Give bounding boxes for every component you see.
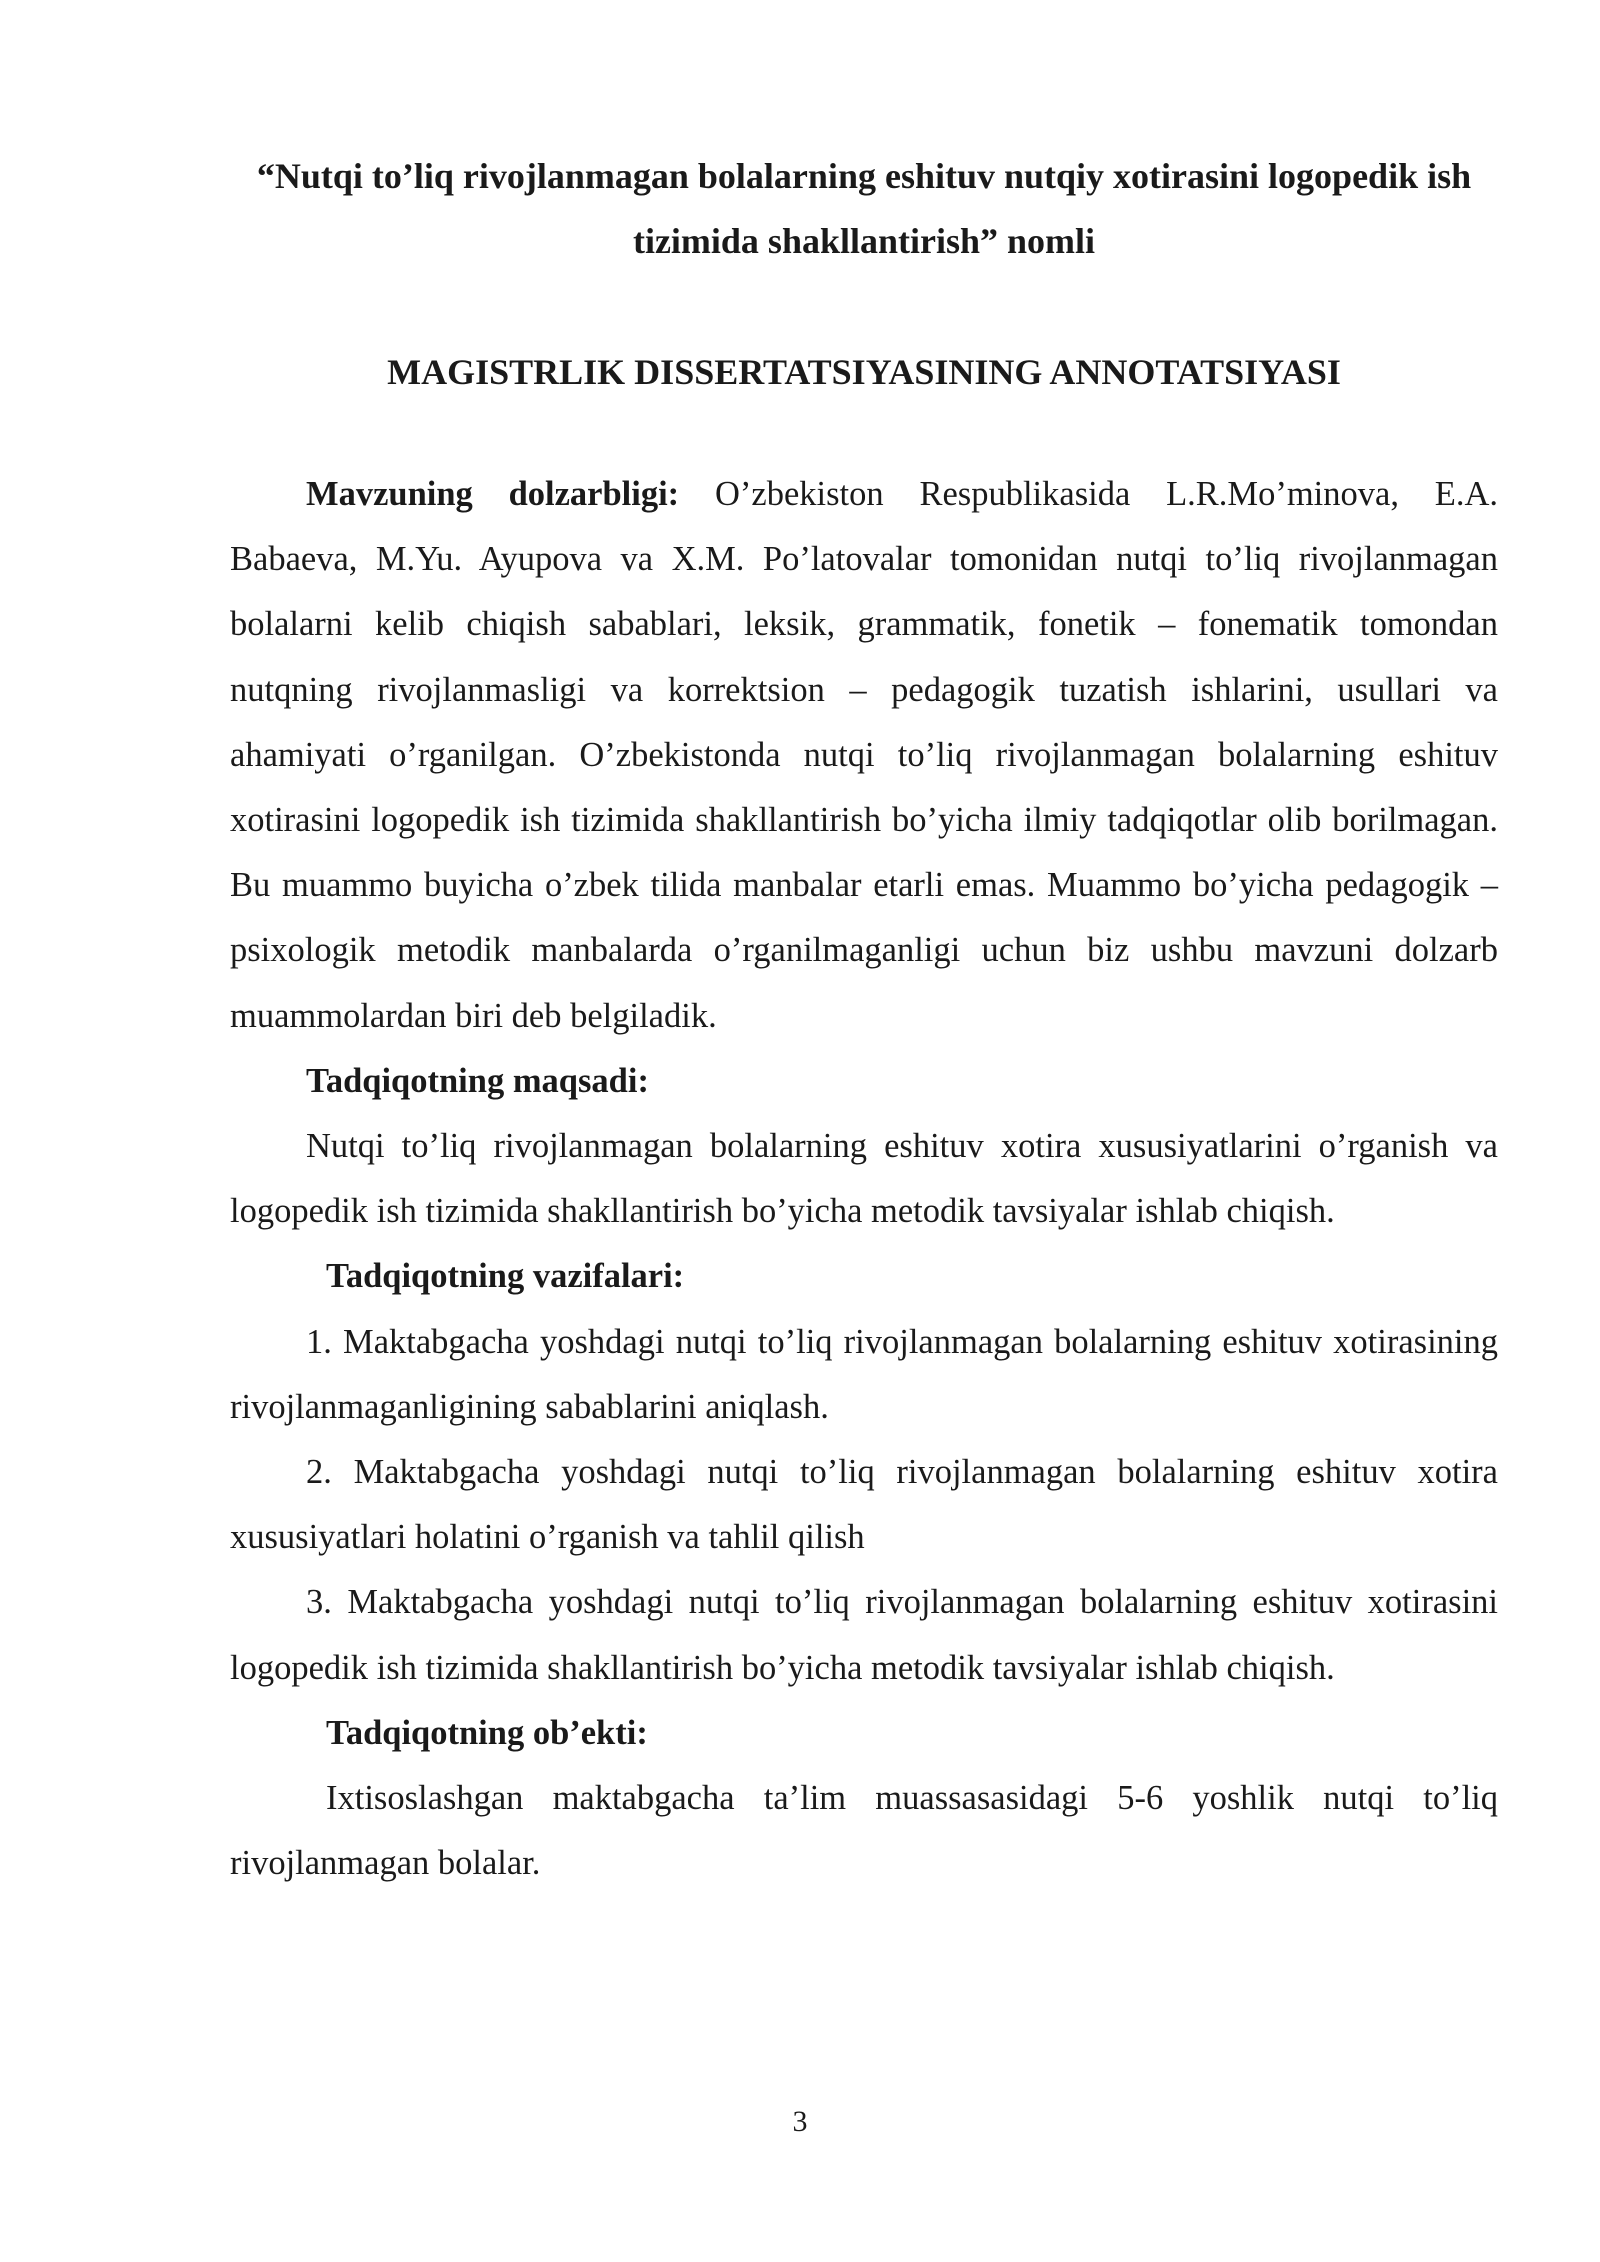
task-item-2: 2. Maktabgacha yoshdagi nutqi to’liq rivojlanmagan bolalarning eshituv xotira xususiyatlari holatini o’rganish va tahlil qilish bbox=[230, 1453, 1498, 1557]
relevance-heading: Mavzuning dolzarbligi: bbox=[306, 475, 680, 513]
relevance-paragraph bbox=[230, 462, 1498, 1049]
page-number: 3 bbox=[792, 2105, 808, 2138]
task-item-3: 3. Maktabgacha yoshdagi nutqi to’liq rivojlanmagan bolalarning eshituv xotirasini logopedik ish tizimida shakllantirish bo’yicha metodik tavsiyalar ishlab chiqish. bbox=[230, 1583, 1498, 1687]
goal-heading: Tadqiqotning maqsadi: bbox=[306, 1061, 649, 1100]
document-subtitle: MAGISTRLIK DISSERTATSIYASINING ANNOTATSIYASI bbox=[387, 352, 1341, 392]
document-title: “Nutqi to’liq rivojlanmagan bolalarning eshituv nutqiy xotirasini logopedik ish tizimida shakllantirish” nomli bbox=[256, 156, 1472, 261]
tasks-heading: Tadqiqotning vazifalari: bbox=[326, 1257, 685, 1296]
object-heading: Tadqiqotning ob’ekti: bbox=[326, 1713, 648, 1752]
relevance-text: O’zbekiston Respublikasida L.R.Mo’minova, E.A. Babaeva, M.Yu. Ayupova va X.M. Po’latovalar tomonidan nutqi to’liq rivojlanmagan bolalarni kelib chiqish sabablari, leksik, grammatik, fonetik – fonematik tomondan nutqning rivojlanmasligi va korrektsion – pedagogik tuzatish ishlarini, usullari va ahamiyati o’rganilgan. O’zbekistonda nutqi to’liq rivojlanmagan bolalarning eshituv xotirasini logopedik ish tizimida shakllantirish bo’yicha ilmiy tadqiqotlar olib borilmagan. Bu muammo buyicha o’zbek tilida manbalar etarli emas. Muammo bo’yicha pedagogik – psixologik metodik manbalarda o’rganilmaganligi uchun biz ushbu mavzuni dolzarb muammolardan biri deb belgiladik. bbox=[230, 475, 1499, 1035]
goal-text: Nutqi to’liq rivojlanmagan bolalarning eshituv xotira xususiyatlarini o’rganish va logopedik ish tizimida shakllantirish bo’yicha metodik tavsiyalar ishlab chiqish. bbox=[230, 1127, 1498, 1231]
task-item-1: 1. Maktabgacha yoshdagi nutqi to’liq rivojlanmagan bolalarning eshituv xotirasining rivojlanmaganligining sabablarini aniqlash. bbox=[230, 1322, 1498, 1426]
object-text: Ixtisoslashgan maktabgacha ta’lim muassasasidagi 5-6 yoshlik nutqi to’liq rivojlanmagan bolalar. bbox=[230, 1779, 1498, 1883]
document-body bbox=[230, 462, 1498, 1896]
